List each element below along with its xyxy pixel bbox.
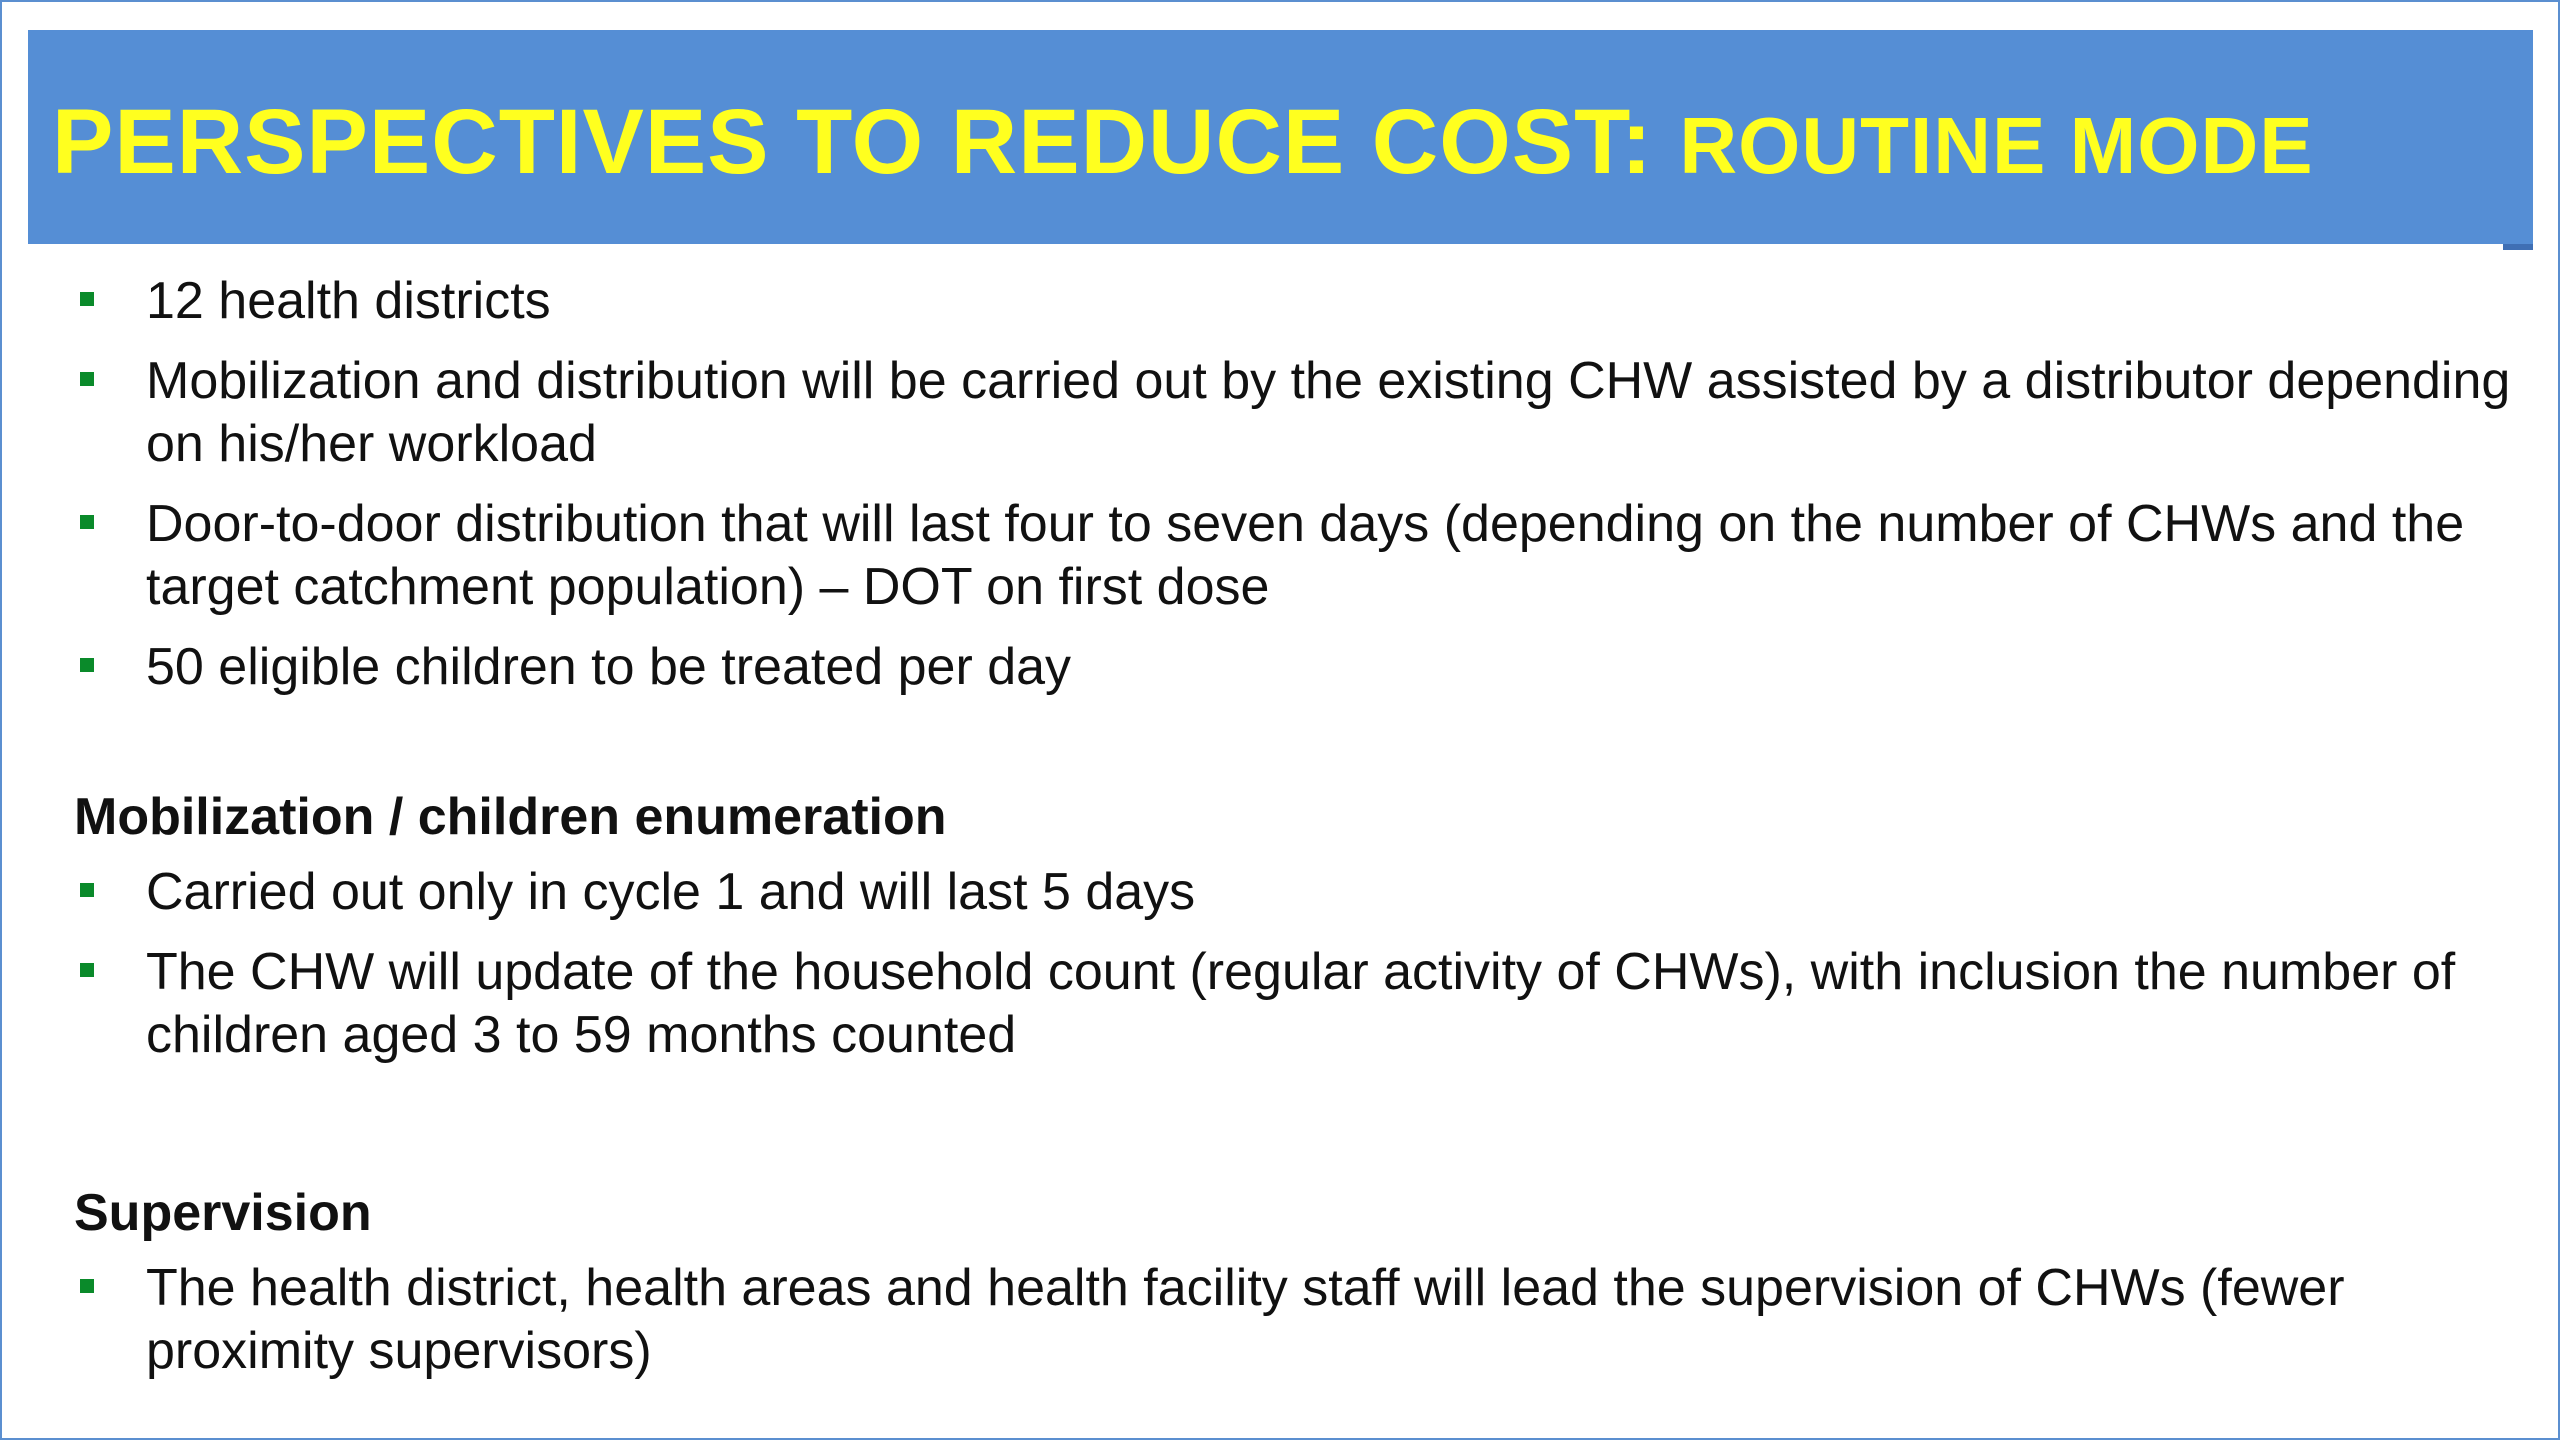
title-part-2: ROUTINE MODE — [1679, 100, 2314, 190]
list-item — [74, 493, 2514, 619]
intro-bullet-list — [74, 270, 2514, 699]
list-item — [74, 636, 2514, 699]
square-bullet-icon — [80, 658, 94, 672]
bullet-text: Mobilization and distribution will be carried out by the existing CHW assisted by a distributor depending on his/her workload — [146, 352, 2511, 473]
section-heading-mobilization: Mobilization / children enumeration — [74, 788, 947, 846]
bullet-text: Carried out only in cycle 1 and will last 5 days — [146, 863, 1196, 921]
square-bullet-icon — [80, 883, 94, 897]
square-bullet-icon — [80, 292, 94, 306]
bullet-text: The health district, health areas and health facility staff will lead the supervision of CHWs (fewer proximity supervisors) — [146, 1259, 2345, 1380]
list-item — [74, 350, 2514, 476]
section-heading-supervision: Supervision — [74, 1184, 372, 1242]
mobilization-bullet-list — [74, 861, 2514, 1067]
supervision-bullet-list — [74, 1257, 2514, 1383]
list-item — [74, 861, 2514, 924]
title-part-1: PERSPECTIVES TO REDUCE COST: — [52, 90, 1653, 193]
list-item — [74, 1257, 2514, 1383]
square-bullet-icon — [80, 515, 94, 529]
bullet-text: 50 eligible children to be treated per day — [146, 638, 1072, 696]
list-item — [74, 941, 2514, 1067]
bullet-text: The CHW will update of the household count (regular activity of CHWs), with inclusion the number of children aged 3 to 59 months counted — [146, 943, 2456, 1064]
title-accent-bar — [2503, 244, 2533, 250]
bullet-text: Door-to-door distribution that will last four to seven days (depending on the number of CHWs and the target catchment population) – DOT on first dose — [146, 495, 2465, 616]
slide-title — [52, 90, 2314, 195]
title-bar — [28, 30, 2533, 244]
square-bullet-icon — [80, 963, 94, 977]
bullet-text: 12 health districts — [146, 272, 551, 330]
square-bullet-icon — [80, 372, 94, 386]
slide-content — [74, 270, 2514, 1400]
square-bullet-icon — [80, 1279, 94, 1293]
list-item — [74, 270, 2514, 333]
